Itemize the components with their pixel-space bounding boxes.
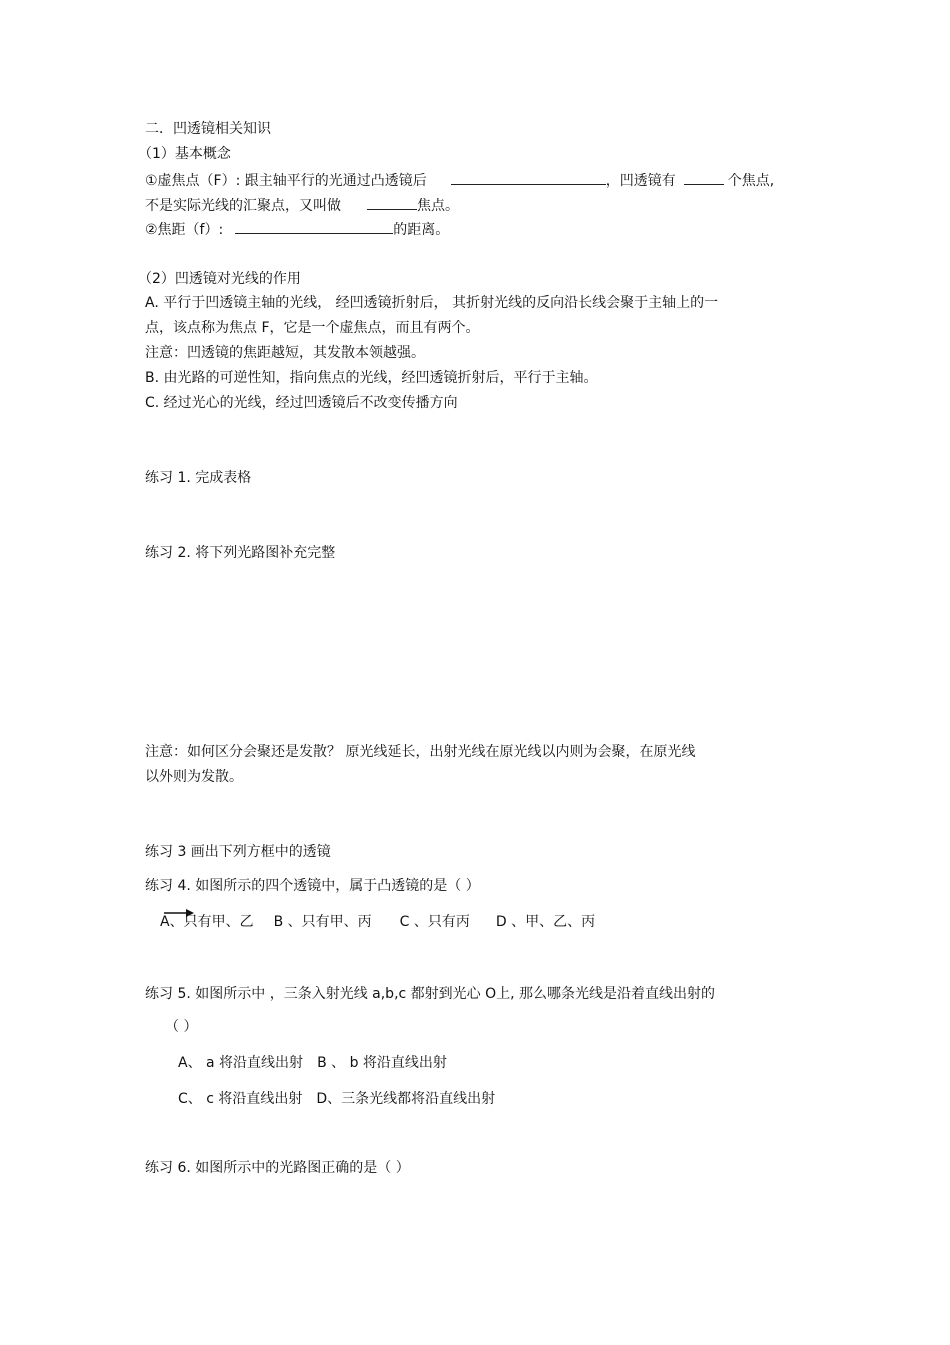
subheading-lens-effect: （2）凹透镜对光线的作用 bbox=[138, 271, 301, 287]
rule-b: B. 由光路的可逆性知，指向焦点的光线，经凹透镜折射后，平行于主轴。 bbox=[145, 370, 598, 386]
ex5-option-c[interactable]: C、 c 将沿直线出射 bbox=[178, 1091, 303, 1107]
exercise-4-question: 练习 4. 如图所示的四个透镜中，属于凸透镜的是（ ） bbox=[145, 878, 480, 894]
note-converge-diverge-line2: 以外则为发散。 bbox=[145, 769, 243, 785]
ex4-option-d[interactable]: D 、甲、乙、丙 bbox=[495, 914, 596, 930]
rule-a-line2: 点，该点称为焦点 F，它是一个虚焦点，而且有两个。 bbox=[145, 320, 480, 336]
exercise-5-question: 练习 5. 如图所示中 ，三条入射光线 a,b,c 都射到光心 O上, 那么哪条光线是沿着直线出射的 bbox=[145, 986, 716, 1002]
concept1-line2-b: 焦点。 bbox=[417, 198, 459, 214]
exercise-5-options-row2 bbox=[178, 1090, 495, 1108]
note-focal-length: 注意：凹透镜的焦距越短，其发散本领越强。 bbox=[145, 345, 425, 361]
ex4-option-c[interactable]: C 、只有丙 bbox=[399, 914, 470, 930]
section-title: 二．凹透镜相关知识 bbox=[145, 121, 271, 137]
exercise-6: 练习 6. 如图所示中的光路图正确的是（ ） bbox=[145, 1160, 410, 1176]
exercise-5-answer-paren: （ ） bbox=[165, 1019, 198, 1035]
blank-field-3[interactable] bbox=[367, 195, 417, 210]
concept2-text-a: ②焦距（f）: bbox=[145, 222, 224, 238]
blank-field-2[interactable] bbox=[684, 170, 724, 185]
ex5-option-d[interactable]: D、三条光线都将沿直线出射 bbox=[316, 1091, 496, 1107]
ex5-option-b[interactable]: B 、 b 将沿直线出射 bbox=[317, 1055, 447, 1071]
exercise-5-options-row1 bbox=[178, 1054, 447, 1072]
concept-virtual-focus-line1 bbox=[145, 170, 774, 190]
concept1-text-a: ①虚焦点（F）: 跟主轴平行的光通过凸透镜后 bbox=[145, 173, 427, 189]
note-converge-diverge-line1: 注意：如何区分会聚还是发散？ 原光线延长，出射光线在原光线以内则为会聚，在原光线 bbox=[145, 744, 696, 760]
subheading-basic-concepts: （1）基本概念 bbox=[138, 146, 231, 162]
blank-field-4[interactable] bbox=[235, 219, 393, 234]
exercise-2: 练习 2. 将下列光路图补充完整 bbox=[145, 545, 336, 561]
rule-c: C. 经过光心的光线，经过凹透镜后不改变传播方向 bbox=[145, 395, 458, 411]
exercise-1: 练习 1. 完成表格 bbox=[145, 470, 252, 486]
exercise-3: 练习 3 画出下列方框中的透镜 bbox=[145, 844, 331, 860]
exercise-4-options bbox=[160, 913, 595, 931]
concept1-text-b: ，凹透镜有 bbox=[605, 173, 676, 189]
concept2-text-b: 的距离。 bbox=[393, 222, 450, 238]
blank-field-1[interactable] bbox=[451, 170, 606, 185]
concept-virtual-focus-line2 bbox=[145, 195, 459, 215]
ex4-option-b[interactable]: B 、只有甲、丙 bbox=[273, 914, 372, 930]
ex5-option-a[interactable]: A、 a 将沿直线出射 bbox=[178, 1055, 304, 1071]
concept1-line2-a: 不是实际光线的汇聚点，又叫做 bbox=[145, 198, 341, 214]
concept-focal-length bbox=[145, 219, 449, 239]
ex4-option-a[interactable]: A、只有甲、乙 bbox=[160, 914, 254, 930]
rule-a-line1: A. 平行于凹透镜主轴的光线， 经凹透镜折射后， 其折射光线的反向沿长线会聚于主轴上的一 bbox=[145, 295, 719, 311]
concept1-text-c: 个焦点, bbox=[727, 173, 775, 189]
